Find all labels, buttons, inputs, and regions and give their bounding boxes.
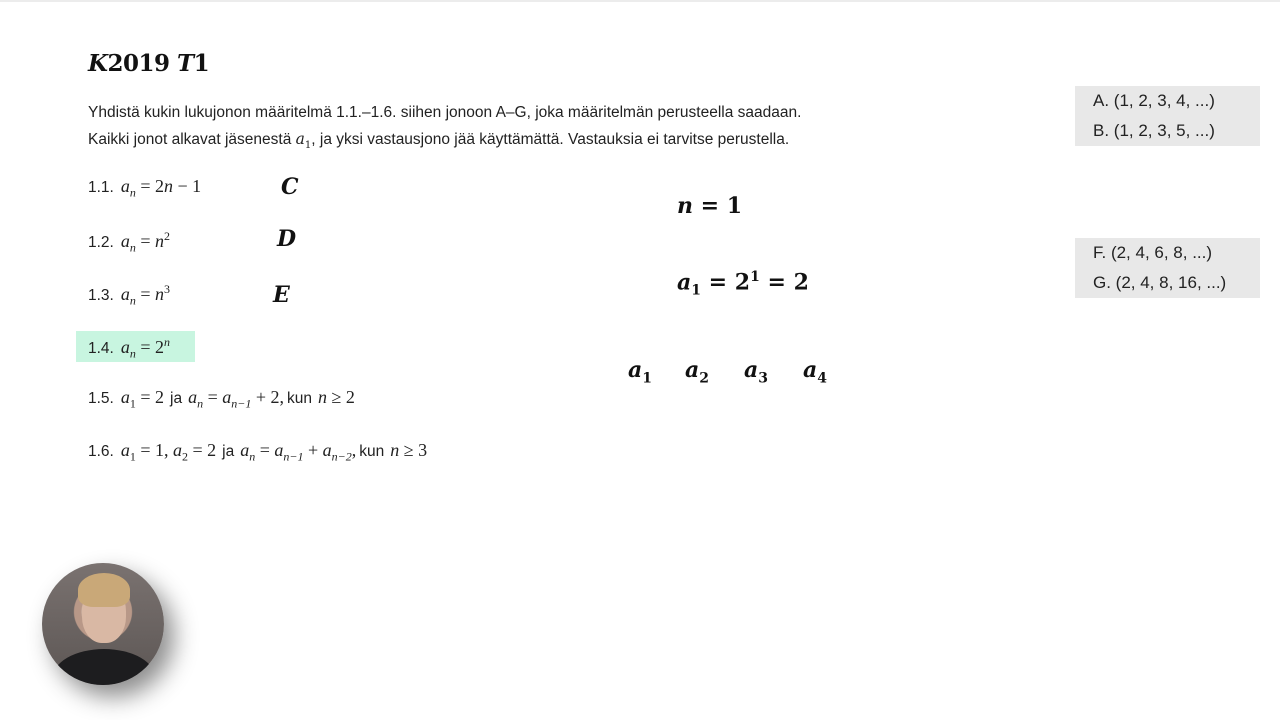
- answer-1-3: E: [273, 282, 290, 308]
- handwritten-term-a2: $a_2$: [685, 357, 710, 387]
- sequence-options-bottom: [1075, 238, 1260, 298]
- definition-1-2: 1.2. $a_n = n^2$: [88, 229, 171, 255]
- sequence-option-b: B. (1, 2, 3, 5, ...): [1093, 121, 1215, 140]
- handwritten-a1-equals: $a_1 = 2^1 = 2$: [677, 269, 809, 299]
- definition-1-5: 1.5. $a_1 = 2$ ja $a_n = a_{n-1} + 2$, kun n ≥ 2: [88, 387, 355, 411]
- intro-line-1: Yhdistä kukin lukujonon määritelmä 1.1.–1.6. siihen jonoon A–G, joka määritelmän perusteella saadaan.: [88, 104, 802, 121]
- handwritten-n-equals: n = 1: [677, 193, 743, 219]
- handwritten-term-a3: $a_3$: [744, 357, 769, 387]
- handwritten-term-a1: $a_1$: [628, 357, 653, 387]
- top-border: [0, 0, 1280, 2]
- page-title: K2019 T1: [88, 50, 210, 77]
- answer-1-1: C: [281, 174, 299, 200]
- task-instructions: [88, 100, 988, 159]
- presenter-webcam: [42, 563, 164, 685]
- definition-1-1: 1.1. $a_n = 2n - 1$: [88, 176, 202, 200]
- sequence-option-a: A. (1, 2, 3, 4, ...): [1093, 91, 1215, 110]
- presenter-shirt: [52, 649, 156, 685]
- definition-1-4: 1.4. $a_n = 2^n$: [88, 335, 171, 361]
- definition-1-3: 1.3. $a_n = n^3$: [88, 282, 171, 308]
- sequence-option-f: F. (2, 4, 6, 8, ...): [1093, 243, 1213, 262]
- presenter-hair: [78, 573, 130, 607]
- definition-1-6: 1.6. $a_1 = 1$, $a_2 = 2$ ja $a_n = a_{n-1} + a_{n-2}$, kun n ≥ 3: [88, 440, 428, 464]
- sequence-option-g: G. (2, 4, 8, 16, ...): [1093, 273, 1227, 292]
- handwritten-term-a4: $a_4$: [803, 357, 828, 387]
- answer-1-2: D: [277, 226, 297, 252]
- intro-line-2: Kaikki jonot alkavat jäsenestä $a_1$, ja yksi vastausjono jää käyttämättä. Vastauksia ei tarvitse perustella.: [88, 130, 790, 152]
- sequence-options-top: [1075, 86, 1260, 146]
